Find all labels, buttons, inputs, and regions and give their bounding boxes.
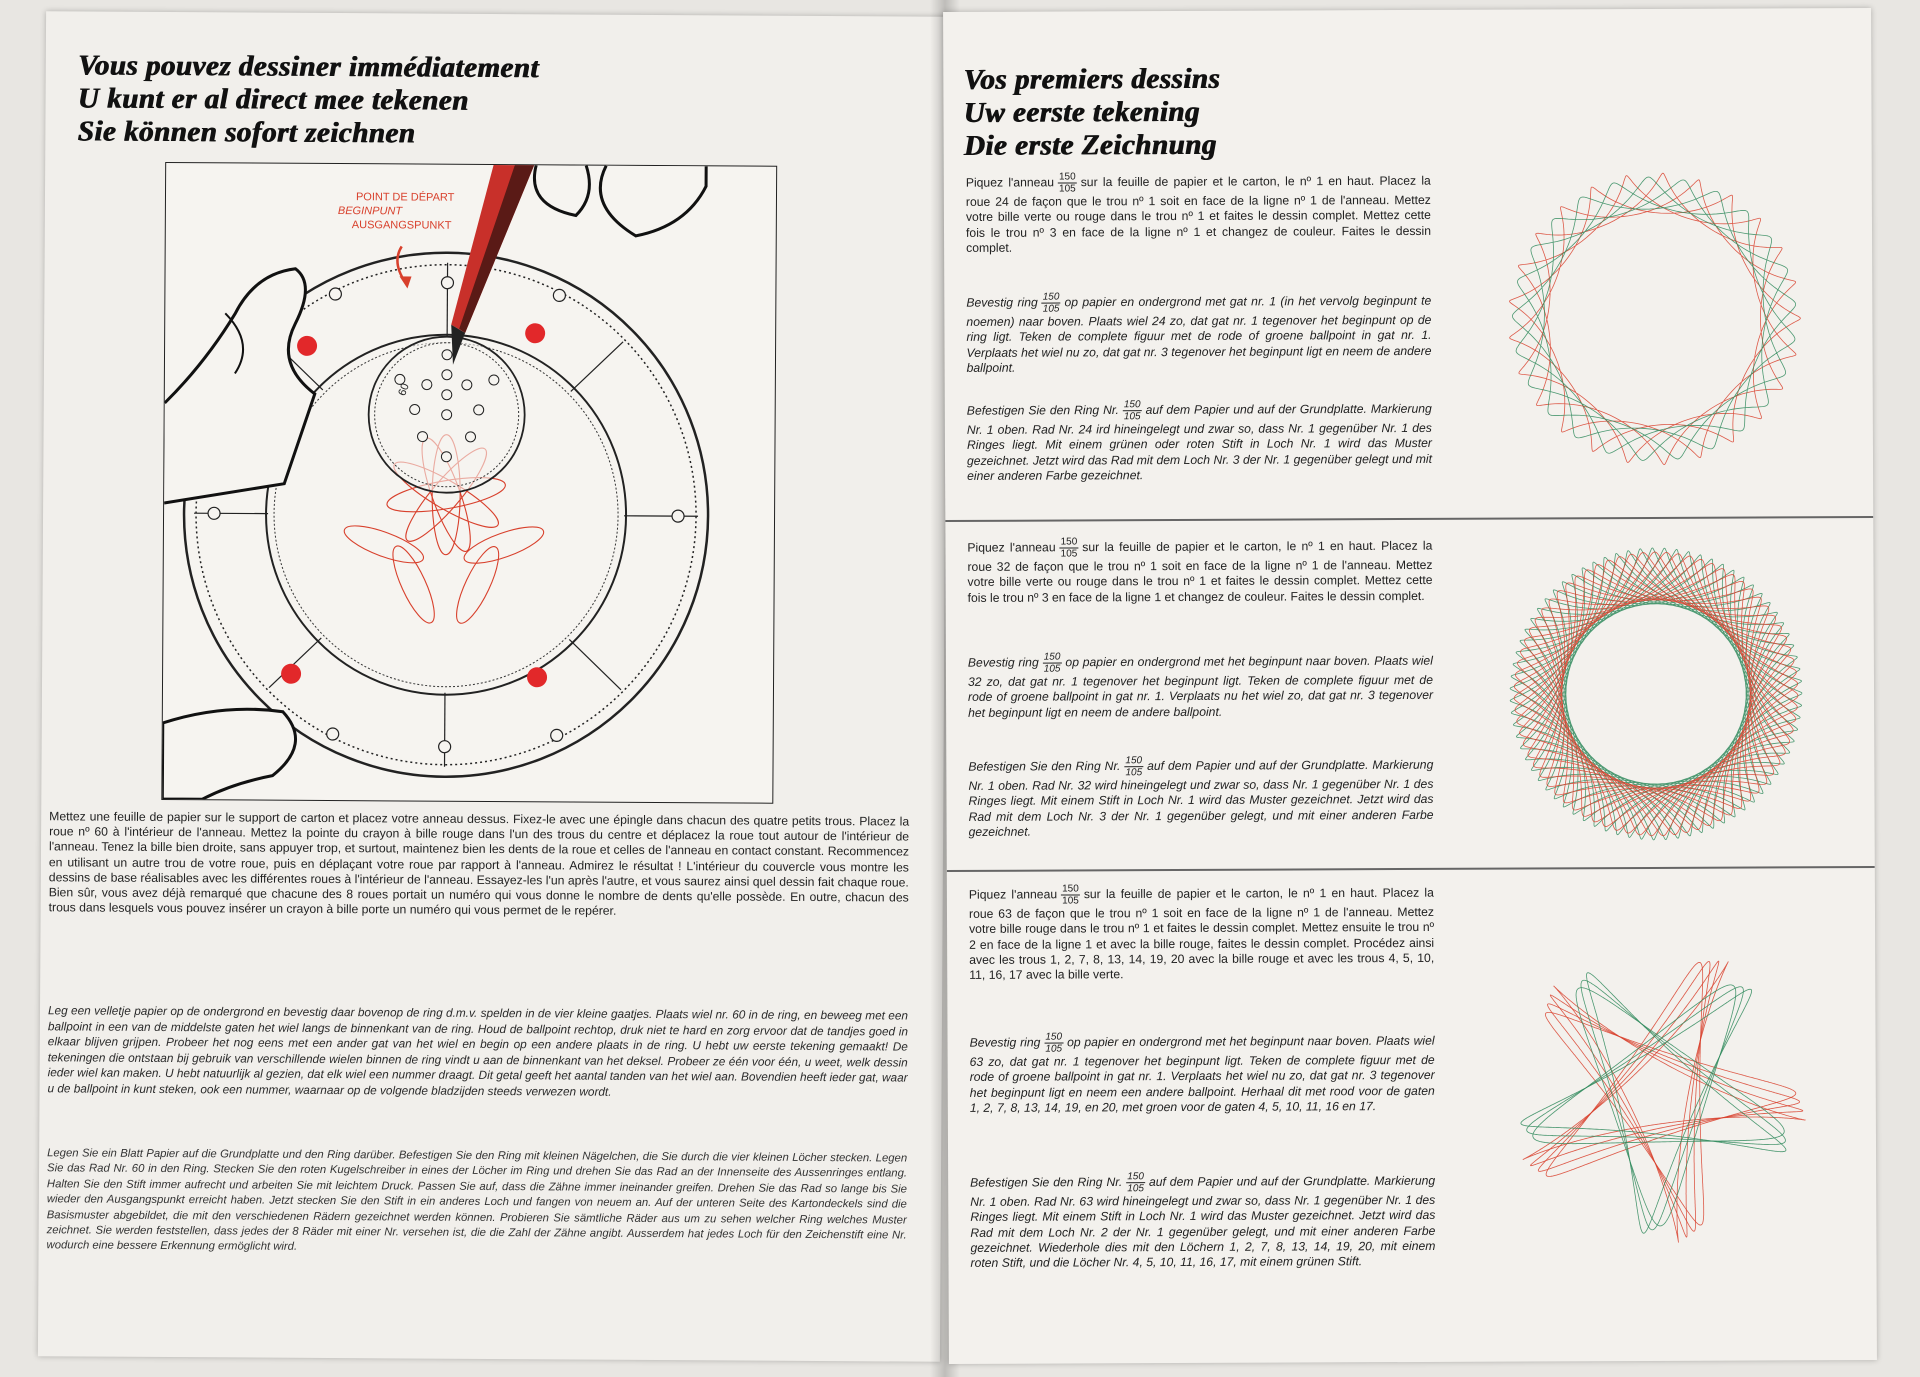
ring-marker-line: [569, 639, 621, 689]
right-title-nl: Uw eerste tekening: [963, 95, 1200, 129]
section-3-de-lead: Befestigen Sie den Ring Nr.: [970, 1174, 1123, 1190]
start-label-de: AUSGANGSPUNKT: [351, 219, 452, 232]
left-text-nl: Leg een velletje papier op de ondergrond en bevestig daar bovenop de ring d.m.v. spelden in de vier kleine gaatjes. Plaats wiel nr. 60 in de ring, en beweeg met een ballpoint in een van de middelste gaten het wiel langs de binnenkant van de ring. Houd de ballpoint rechtop, druk niet te hard en zorg ervoor dat de tandjes goed in elkaar blijven grijpen. Probeer het nog eens met een ander gat van het wiel en begin op een andere plaats in de ring. U hebt uw eerste tekening gemaakt! De tekeningen die ontstaan bij gebruik van verschillende wielen binnen de ring vindt u aan de binnenkant van het deksel. Probeer ze één voor één, u weet, welk dessin ieder wiel kan maken. U hebt natuurlijk al gezien, dat elk wiel een nummer draagt. Dit getal geeft het aantal tanden van het wiel aan. Bovendien heeft ieder gat, waar u de ballpoint in kunt steken, ook een nummer, waarnaar op de volgende bladzijden steeds verwezen wordt.: [47, 1003, 909, 1099]
wheel-hole: [462, 380, 472, 390]
ring-fraction: $\frac{150}{105}$: [1123, 399, 1141, 423]
flower-petal: [460, 520, 547, 571]
pin-dot: [281, 664, 301, 684]
section-divider: [945, 516, 1873, 522]
section-1-nl-lead: Bevestig ring: [966, 295, 1038, 310]
section-3-nl-lead: Bevestig ring: [969, 1035, 1041, 1050]
section-divider: [947, 866, 1875, 872]
ring-hole: [208, 507, 220, 519]
red-curve: [1509, 173, 1801, 466]
section-1-fr-body: sur la feuille de papier et le carton, le nº 1 en haut. Placez la roue 24 de façon que le trou nº 1 soit en face de la ligne nº 1 de l'anneau. Mettez votre bille verte ou rouge dans le trou nº 1 et faites le dessin complet. Mettez cette fois le trou nº 3 en face de la ligne nº 1 et changez de couleur. Faites le dessin complet.: [965, 173, 1432, 255]
flower-petal: [385, 541, 442, 627]
ring-fraction: $\frac{150}{105}$: [1043, 651, 1061, 675]
ring-hole: [553, 289, 565, 301]
ring-hole: [329, 288, 341, 300]
green-curve: [1512, 176, 1797, 461]
section-2-nl-lead: Bevestig ring: [967, 655, 1039, 670]
start-label-nl: BEGINPUNT: [337, 205, 403, 218]
art1-group: [1509, 173, 1801, 466]
pin-dot: [525, 323, 545, 343]
start-arrowhead: [399, 276, 411, 288]
ring-fraction: $\frac{150}{105}$: [1127, 1171, 1144, 1195]
section-1-nl: [966, 290, 1431, 376]
section-2-nl-body: op papier en ondergrond met het beginpunt naar boven. Plaats wiel 32 zo, dat gat nr. 1 tegenover het beginpunt ligt. Teken de complete figuur met de rode of groene ballpoint in gat nr. 1. Verplaats nu het wiel zo, dat gat nr. 3 tegenover het beginpunt ligt en neem de andere ballpoint.: [967, 653, 1434, 720]
wheel-hole: [442, 370, 452, 380]
left-text-fr: Mettez une feuille de papier sur le support de carton et placez votre anneau dessus. Fixez-le avec une épingle dans chacun des quatre petits trous. Placez la roue nº 60 à l'intérieur de l'anneau. Mettez la pointe du crayon à bille rouge dans l'un des trous du centre et déplacez la roue tout autour de l'intérieur de l'anneau. Tenez la bille bien droite, sans appuyer trop, et surtout, maintenez bien les dents de la roue et celles de l'anneau en contact constant. Recommencez en utilisant un autre trou de votre roue, puis en déplaçant votre roue par rapport à l'anneau. Admirez le résultat ! L'intérieur du couvercle vous montre les dessins de base réalisables avec les différentes roues à l'intérieur de l'anneau. Essayez-les l'un après l'autre, et vous saurez ainsi quel dessin fait chaque roue. Bien sûr, vous avez déjà remarqué que chacune des 8 roues portait un numéro qui vous donne le nombre de dents qu'elle possède. En outre, chacun des trous dans lesquels vous pouvez insérer un crayon à bille porte un numéro qui vous permet de le repérer.: [48, 809, 910, 918]
section-1-de-lead: Befestigen Sie den Ring Nr.: [966, 402, 1119, 418]
section-1-nl-body: op papier en ondergrond met gat nr. 1 (in het vervolg beginpunt te noemen) naar boven. Plaats wiel 24 zo, dat gat nr. 1 tegenover het beginpunt op de ring ligt. Teken de complete figuur met de rode of groene ballpoint in gat nr. 1. Verplaats het wiel nu zo, dat gat nr. 3 tegenover het beginpunt ligt en neem de andere ballpoint.: [966, 293, 1432, 375]
right-hand-knuckle: [534, 165, 589, 215]
wheel-hole: [410, 404, 420, 414]
section-1-de: [967, 398, 1432, 484]
left-hand-outline: [164, 268, 315, 504]
left-text-de: Legen Sie ein Blatt Papier auf die Grundplatte und den Ring darüber. Befestigen Sie den Ring mit kleinen Nägelchen, die Sie durch die vier kleinen Löcher stecken. Legen Sie das Rad Nr. 60 in den Ring. Stecken Sie den roten Kugelschreiber in eines der Löcher im Ring und drehen Sie das Rad an der Innenseite des Aussenringes entlang. Halten Sie den Stift immer aufrecht und arbeiten Sie mit leichtem Druck. Passen Sie auf, dass die Zähne immer ineinander greifen. Drehen Sie das Rad so lange bis Sie wieder den Ausgangspunkt erreicht haben. Jetzt stecken Sie den Stift in ein anderes Loch und fangen von neuem an. Auf der unteren Seite des Kartondeckels sind die Basismuster abgebildet, die mit den verschiedenen Rädern gezeichnet werden können. Probieren Sie sämtliche Räder aus um zu sehen welcher Ring welches Muster zeichnet. Sie werden feststellen, dass jedes der 8 Räder mit einer Nr. versehen ist, die die Zahl der Zähne angibt. Ausserdem hat jedes Loch für den Zeichenstift eine Nr. wodurch eine bessere Erkennung ermöglicht wird.: [46, 1147, 908, 1254]
section-3-nl-body: op papier en ondergrond met het beginpunt naar boven. Plaats wiel 63 zo, dat gat nr. 1 tegenover het beginpunt ligt. Teken de complete figuur met de rode of groene ballpoint in gat nr. 1. Verplaats het wiel nu zo, dat gat nr. 3 tegenover het beginpunt ligt en neem een andere ballpoint. Herhaal dit met rood voor de gaten 1, 2, 7, 8, 13, 14, 19, en 20, met groen voor de gaten 4, 5, 10, 11, 16 en 17.: [969, 1033, 1435, 1115]
ring-hole: [441, 277, 453, 289]
ring-fraction: $\frac{150}{105}$: [1058, 171, 1076, 195]
section-2-de-lead: Befestigen Sie den Ring Nr.: [968, 758, 1121, 774]
flower-petal: [340, 518, 427, 570]
section-3-fr-body: sur la feuille de papier et le carton, le nº 1 en haut. Placez la roue 63 de façon que le trou nº 1 soit en face de la ligne nº 1 de l'anneau. Mettez votre bille rouge dans le trou nº 1 et faites le dessin complet. Mettez ensuite le trou nº 2 en face de la ligne 1 et avec la bille rouge, faites le dessin complet. Procédez ainsi avec les trous 1, 2, 7, 8, 13, 14, 19, 20 avec la bille rouge et avec les trous 4, 5, 10, 11, 16, 17 avec la bille verte.: [968, 885, 1435, 983]
green-curve: [1520, 972, 1786, 1234]
wheel-hole: [442, 410, 452, 420]
wheel-hole: [442, 390, 452, 400]
section-3-fr: [969, 882, 1434, 984]
ring-fraction: $\frac{150}{105}$: [1062, 883, 1079, 907]
wheel-hole: [442, 350, 452, 360]
ring-fraction: $\frac{150}{105}$: [1042, 291, 1060, 315]
spiro-ring-pattern-2: [1465, 523, 1846, 865]
ring-fraction: $\frac{150}{105}$: [1045, 1031, 1063, 1055]
red-curve: [1545, 962, 1796, 1226]
section-2-de: [968, 754, 1433, 840]
right-title-de: Die erste Zeichnung: [963, 128, 1217, 162]
section-2-fr: [967, 535, 1432, 606]
section-1-fr: [966, 170, 1431, 256]
spiro-ring-pattern-1: [1464, 128, 1846, 510]
wheel-hole: [441, 452, 451, 462]
pin-dot: [527, 667, 547, 687]
right-page: [943, 8, 1877, 1364]
spirograph-illustration: [161, 162, 777, 804]
green-curve: [1526, 979, 1786, 1230]
section-1-de-body: auf dem Papier und auf der Grundplatte. Markierung Nr. 1 oben. Rad Nr. 24 ird hineingelegt und zwar so, dass Nr. 1 gegenüber Nr. 1 des Ringes liegt. Mit einem grünen oder roten Stift in Loch Nr. 1 wird das Muster gezeichnet. Jetzt wird das Rad mit dem Loch Nr. 3 der Nr. 1 gegenüber gelegt und mit einer anderen Farbe gezeichnet.: [966, 401, 1433, 483]
ring-fraction: $\frac{150}{105}$: [1060, 536, 1078, 560]
section-3-de-body: auf dem Papier und auf der Grundplatte. Markierung Nr. 1 oben. Rad Nr. 63 wird hineingelegt und zwar so, dass Nr. 1 gegenüber Nr. 1 des Ringes liegt. Mit einem Stift in Loch Nr. 1 wird das Muster gezeichnet. Jetzt wird das Rad mit dem Loch Nr. 2 der Nr. 1 gegenüber gelegt, und mit einer anderen Farbe gezeichnet. Wiederhole dies mit den Löchern 1, 2, 7, 8, 13, 14, 19, 20, mit einem roten Stift, und die Löcher Nr. 4, 5, 10, 11, 16, 17, mit einem grünen Stift.: [970, 1173, 1436, 1271]
right-title-fr: Vos premiers dessins: [963, 62, 1220, 96]
art3-group: [1520, 961, 1806, 1243]
section-2-fr-body: sur la feuille de papier et le carton, le nº 1 en haut. Placez la roue 32 de façon que le trou nº 1 soit en face de la ligne nº 1 de l'anneau. Mettez votre bille verte ou rouge dans le trou nº 1 et faites le dessin complet. Mettez cette fois le trou nº 3 en face de la ligne 1 et changez de couleur. Faites le dessin complet.: [967, 538, 1433, 605]
pin-dot: [297, 336, 317, 356]
ring-marker-line: [571, 341, 623, 391]
ring-hole: [327, 728, 339, 740]
ring-hole: [551, 729, 563, 741]
spirograph-illustration-svg: [162, 163, 776, 803]
spiro-star-pattern: [1467, 908, 1849, 1270]
bottom-hand-outline: [162, 709, 295, 800]
ring-hole: [439, 741, 451, 753]
wheel-hole: [417, 432, 427, 442]
wheel-hole: [489, 375, 499, 385]
section-2-nl: [968, 650, 1433, 721]
wheel-number: 60: [396, 381, 412, 398]
left-title-block: [77, 49, 538, 151]
wheel-hole: [474, 405, 484, 415]
ring-fraction: $\frac{150}{105}$: [1125, 755, 1143, 779]
ring-hole: [672, 510, 684, 522]
section-3-de: [970, 1170, 1435, 1272]
section-3-nl: [970, 1030, 1435, 1116]
start-label-fr: POINT DE DÉPART: [355, 191, 455, 204]
right-hand-outline: [600, 166, 706, 237]
left-title-nl: U kunt er al direct mee tekenen: [77, 82, 469, 117]
art2-group: [1510, 547, 1803, 840]
wheel-hole: [465, 432, 475, 442]
left-title-de: Sie können sofort zeichnen: [77, 115, 416, 150]
right-title-block: [963, 63, 1220, 163]
left-page: [38, 11, 948, 1361]
section-3-fr-lead: Piquez l'anneau: [968, 887, 1058, 902]
left-title-fr: Vous pouvez dessiner immédiatement: [77, 49, 539, 85]
section-2-de-body: auf dem Papier und auf der Grundplatte. Markierung Nr. 1 oben. Rad Nr. 32 wird hineingelegt und zwar so, dass Nr. 1 gegenüber Nr. 1 des Ringes liegt. Mit einem Stift in Loch Nr. 1 wird das Muster gezeichnet. Jetzt wird das Rad mit dem Loch Nr. 3 der Nr. 1 gegenüber gelegt, und mit einer anderen Farbe gezeichnet.: [968, 757, 1434, 839]
wheel-hole: [422, 380, 432, 390]
section-2-fr-lead: Piquez l'anneau: [967, 540, 1056, 555]
flower-petal: [449, 542, 507, 628]
section-1-fr-lead: Piquez l'anneau: [965, 175, 1055, 190]
